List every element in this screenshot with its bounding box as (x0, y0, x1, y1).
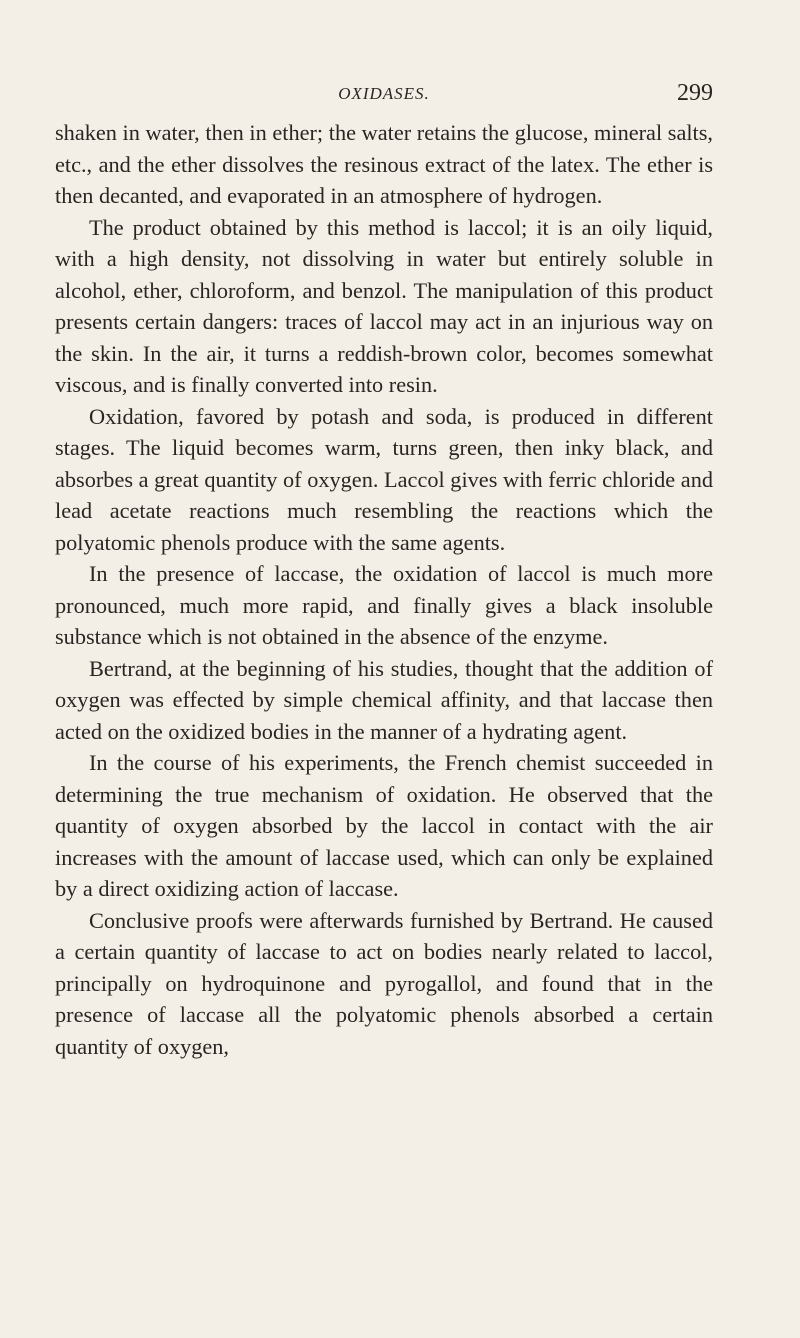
body-text (55, 117, 713, 1062)
running-title: OXIDASES. (338, 84, 430, 103)
paragraph: Bertrand, at the beginning of his studies, thought that the addition of oxygen was effected by simple chemical affinity, and that laccase then acted on the oxidized bodies in the manner of a hydrating agent. (55, 655, 713, 744)
page-number: 299 (677, 80, 713, 106)
paragraph: Oxidation, favored by potash and soda, is produced in different stages. The liquid becomes warm, turns green, then inky black, and absorbes a great quantity of oxygen. Laccol gives with ferric chloride and lead acetate reactions much resembling the reactions which the polyatomic phenols produce with the same agents. (55, 403, 713, 555)
paragraph: In the presence of laccase, the oxidation of laccol is much more pronounced, much more rapid, and finally gives a black insoluble substance which is not obtained in the absence of the enzyme. (55, 561, 713, 649)
paragraph-continued: shaken in water, then in ether; the water retains the glucose, mineral salts, etc., and the ether dissolves the resinous extract of the latex. The ether is then decanted, and evaporated in an atmosphere of hydrogen. (55, 120, 713, 208)
paragraph: Conclusive proofs were afterwards furnished by Bertrand. He caused a certain quantity of laccase to act on bodies nearly related to laccol, principally on hydroquinone and pyrogallol, and found that in the presence of laccase all the polyatomic phenols absorbed a certain quantity of oxygen, (55, 907, 713, 1059)
paragraph: In the course of his experiments, the French chemist succeeded in determining the true mechanism of oxidation. He observed that the quantity of oxygen absorbed by the laccol in contact with the air increases with the amount of laccase used, which can only be explained by a direct oxidizing action of laccase. (55, 750, 713, 901)
running-head (55, 80, 713, 110)
paragraph: The product obtained by this method is laccol; it is an oily liquid, with a high density, not dissolving in water but entirely soluble in alcohol, ether, chloroform, and benzol. The manipulation of this product presents certain dangers: traces of laccol may act in an injurious way on the skin. In the air, it turns a reddish-brown color, becomes somewhat viscous, and is finally converted into resin. (55, 214, 713, 397)
